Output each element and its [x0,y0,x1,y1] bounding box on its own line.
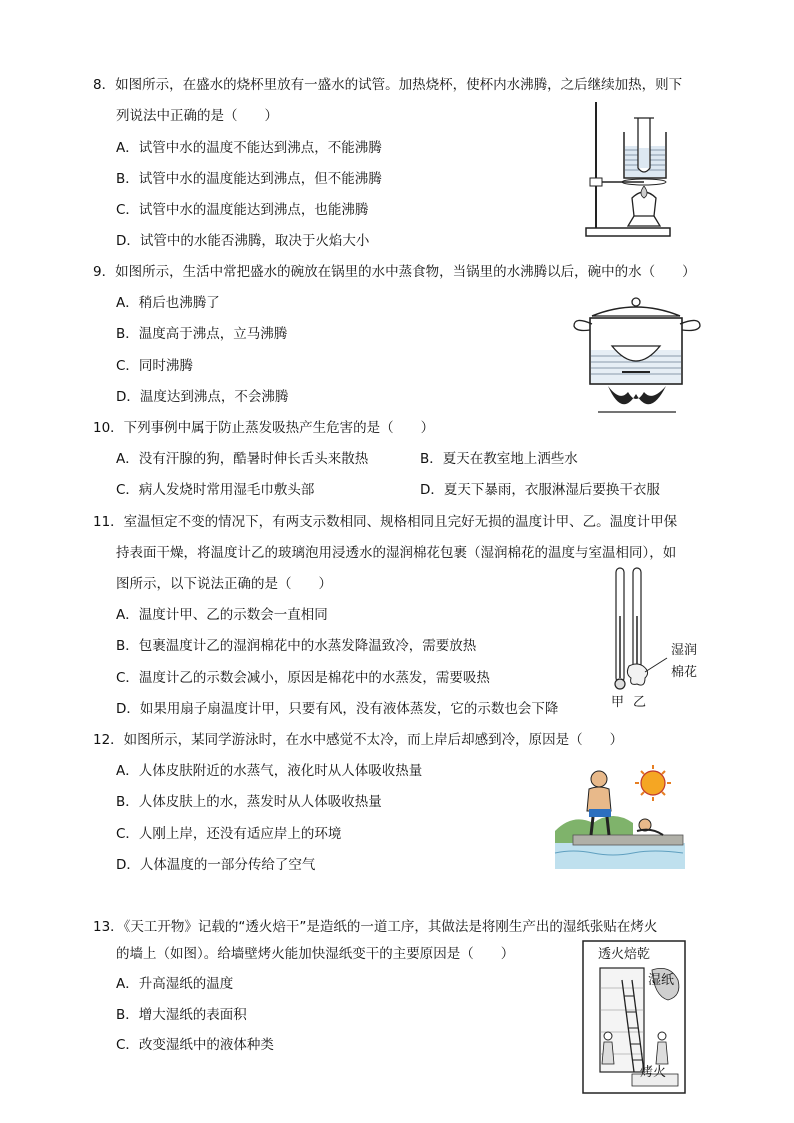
q11-label-yi: 乙 [633,695,647,710]
q11-cotton-label-1: 湿润 [671,643,698,658]
q8-stem-line1: 8．如图所示，在盛水的烧杯里放有一盛水的试管。加热烧杯，使杯内水沸腾，之后继续加热，则下 [93,77,683,93]
q13-option-b[interactable]: B．增大湿纸的表面积 [116,1007,247,1023]
q13-fire-label: 烤火 [640,1065,667,1080]
q11-cotton-label-2: 棉花 [671,665,698,680]
q10-stem: 10．下列事例中属于防止蒸发吸热产生危害的是（ ） [93,420,435,436]
q9-steamer-figure [568,294,706,418]
q8-stem-line2: 列说法中正确的是（ ） [116,108,278,124]
q10-option-b[interactable]: B．夏天在教室地上洒些水 [420,451,578,467]
q13-paper-drying-figure [582,940,686,1094]
q11-option-a[interactable]: A．温度计甲、乙的示数会一直相同 [116,607,328,623]
q11-stem-line2: 持表面干燥，将温度计乙的玻璃泡用浸透水的湿润棉花包裹（湿润棉花的温度与室温相同），如 [116,545,677,561]
q8-beaker-figure [584,98,674,240]
q9-option-a[interactable]: A．稍后也沸腾了 [116,295,220,311]
q13-paper-label: 湿纸 [648,973,675,988]
q8-option-b[interactable]: B．试管中水的温度能达到沸点，但不能沸腾 [116,171,382,187]
q9-stem: 9．如图所示，生活中常把盛水的碗放在锅里的水中蒸食物，当锅里的水沸腾以后，碗中的水（ ） [93,264,696,280]
q11-stem-line3: 图所示，以下说法正确的是（ ） [116,576,332,592]
q12-swimmer-figure [553,761,691,873]
q11-option-b[interactable]: B．包裹温度计乙的湿润棉花中的水蒸发降温致冷，需要放热 [116,638,477,654]
q10-option-d[interactable]: D．夏天下暴雨，衣服淋湿后要换干衣服 [420,482,660,498]
q10-option-a[interactable]: A．没有汗腺的狗，酷暑时伸长舌头来散热 [116,451,369,467]
q11-option-c[interactable]: C．温度计乙的示数会减小，原因是棉花中的水蒸发，需要吸热 [116,670,490,686]
q12-stem: 12．如图所示，某同学游泳时，在水中感觉不太冷，而上岸后却感到冷，原因是（ ） [93,732,624,748]
q13-stem-line2: 的墙上（如图）。给墙壁烤火能加快湿纸变干的主要原因是（ ） [116,946,515,962]
q11-stem-line1: 11．室温恒定不变的情况下，有两支示数相同、规格相同且完好无损的温度计甲、乙。温度计甲保 [93,514,678,530]
q8-option-d[interactable]: D．试管中的水能否沸腾，取决于火焰大小 [116,233,370,249]
q9-option-c[interactable]: C．同时沸腾 [116,358,193,374]
q9-option-d[interactable]: D．温度达到沸点，不会沸腾 [116,389,289,405]
q8-option-a[interactable]: A．试管中水的温度不能达到沸点，不能沸腾 [116,140,382,156]
q13-option-c[interactable]: C．改变湿纸中的液体种类 [116,1037,274,1053]
q12-option-b[interactable]: B．人体皮肤上的水，蒸发时从人体吸收热量 [116,794,382,810]
q12-option-d[interactable]: D．人体温度的一部分传给了空气 [116,857,316,873]
q9-option-b[interactable]: B．温度高于沸点，立马沸腾 [116,326,288,342]
q13-stem-line1: 13．《天工开物》记载的“透火焙干”是造纸的一道工序，其做法是将刚生产出的湿纸张贴在烤火 [93,919,658,935]
q13-option-a[interactable]: A．升高湿纸的温度 [116,976,234,992]
q11-label-jia: 甲 [611,695,625,710]
q12-option-a[interactable]: A．人体皮肤附近的水蒸气，液化时从人体吸收热量 [116,763,423,779]
q8-option-c[interactable]: C．试管中水的温度能达到沸点，也能沸腾 [116,202,369,218]
q13-figure-title: 透火焙乾 [598,947,651,962]
q12-option-c[interactable]: C．人刚上岸，还没有适应岸上的环境 [116,826,342,842]
q11-option-d[interactable]: D．如果用扇子扇温度计甲，只要有风，没有液体蒸发，它的示数也会下降 [116,701,559,717]
q11-thermometer-figure [605,566,705,712]
q10-option-c[interactable]: C．病人发烧时常用湿毛巾敷头部 [116,482,315,498]
